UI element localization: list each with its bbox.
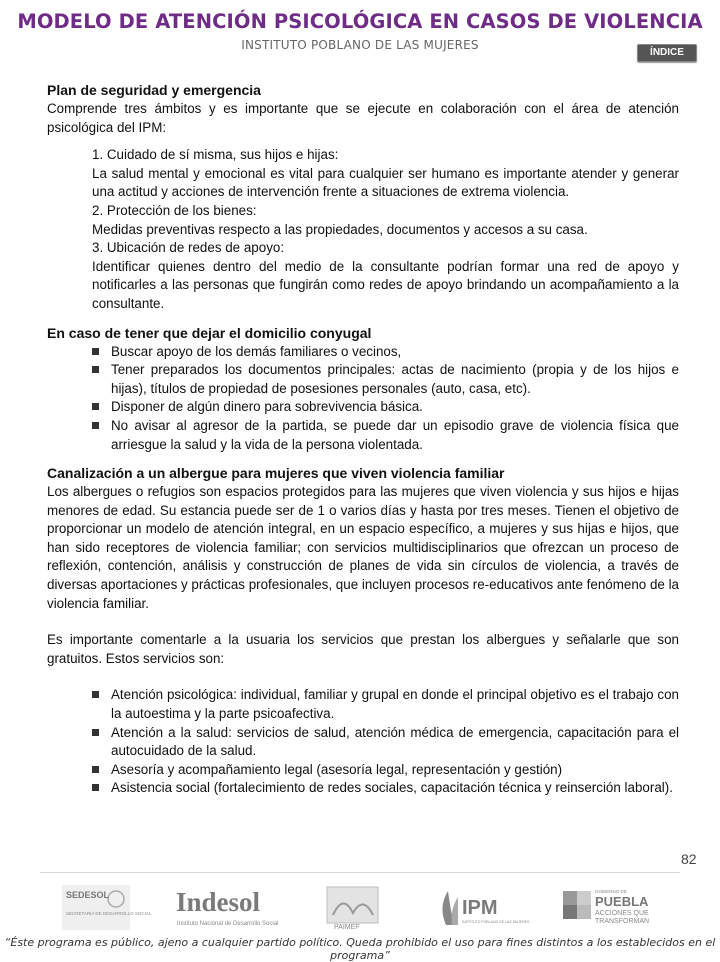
svg-text:GOBIERNO DE: GOBIERNO DE: [595, 889, 627, 894]
svg-text:Instituto Nacional de Desarrol: Instituto Nacional de Desarrollo Social: [177, 921, 279, 927]
leave-home-list: [47, 343, 679, 455]
document-subtitle: INSTITUTO POBLANO DE LAS MUJERES: [241, 38, 479, 52]
ipm-logo: [436, 885, 530, 930]
svg-text:PAIMEF: PAIMEF: [334, 924, 360, 931]
safety-plan-list: [47, 146, 679, 313]
plan-item-title: 2. Protección de los bienes:: [92, 202, 257, 218]
section-intro: Comprende tres ámbitos y es importante que se ejecute en colaboración con el área de atención psicológica del IPM:: [47, 101, 679, 135]
puebla-logo: [563, 885, 663, 930]
footer-divider: [40, 872, 680, 873]
index-button[interactable]: ÍNDICE: [637, 44, 697, 62]
plan-item-text: Medidas preventivas respecto a las propiedades, documentos y accesos a su casa.: [92, 221, 588, 237]
list-item: Atención psicológica: individual, familiar y grupal en donde el principal objetivo es el trabajo con la autoestima y la parte psicoafectiva.: [92, 686, 679, 723]
plan-item-title: 3. Ubicación de redes de apoyo:: [92, 240, 285, 256]
document-title: MODELO DE ATENCIÓN PSICOLÓGICA EN CASOS DE VIOLENCIA: [17, 10, 703, 33]
paimef-logo: [325, 885, 380, 930]
square-bullet-icon: [92, 729, 99, 736]
section-heading-shelter: Canalización a un albergue para mujeres que viven violencia familiar: [47, 465, 505, 482]
plan-item-text: Identificar quienes dentro del medio de la consultante podrían formar una red de apoyo y notificarles a las personas que fungirán como redes de apoyo brindando un acompañamiento a la consultante.: [92, 258, 679, 311]
svg-text:TRANSFORMAN: TRANSFORMAN: [595, 918, 650, 925]
list-item: Atención a la salud: servicios de salud, atención médica de emergencia, capacitación para el autocuidado de la salud.: [92, 724, 679, 761]
svg-text:INSTITUTO POBLANO DE LAS MUJER: INSTITUTO POBLANO DE LAS MUJERES: [462, 920, 530, 924]
square-bullet-icon: [92, 784, 99, 791]
list-item: No avisar al agresor de la partida, se puede dar un episodio grave de violencia física que arriesgue la salud y la vida de la persona violentada.: [92, 417, 679, 454]
square-bullet-icon: [92, 422, 99, 429]
svg-text:IPM: IPM: [462, 897, 498, 919]
svg-text:PUEBLA: PUEBLA: [595, 894, 649, 909]
list-item: Asesoría y acompañamiento legal (asesoría legal, representación y gestión): [92, 761, 679, 780]
plan-item-title: 1. Cuidado de sí misma, sus hijos e hijas:: [92, 147, 339, 163]
list-item: Disponer de algún dinero para sobrevivencia básica.: [92, 398, 679, 417]
square-bullet-icon: [92, 403, 99, 410]
square-bullet-icon: [92, 348, 99, 355]
list-item: Buscar apoyo de los demás familiares o vecinos,: [92, 343, 679, 362]
footer-logos: [0, 885, 720, 930]
shelter-services-list: [47, 686, 679, 798]
svg-text:ACCIONES QUE: ACCIONES QUE: [595, 910, 649, 917]
shelter-services-intro: Es importante comentarle a la usuaria los servicios que prestan los albergues y señalarle que son gratuitos. Estos servicios son:: [47, 632, 679, 666]
section-heading-leave-home: En caso de tener que dejar el domicilio conyugal: [47, 324, 372, 341]
list-item: Tener preparados los documentos principales: actas de nacimiento (propia y de los hijos e hijas), títulos de propiedad de posesiones personales (auto, casa, etc).: [92, 361, 679, 398]
footer-disclaimer: “Éste programa es público, ajeno a cualquier partido político. Queda prohibido el uso para fines distintos a los establecidos en el programa”: [4, 936, 716, 962]
list-item: Asistencia social (fortalecimiento de redes sociales, capacitación técnica y reinserción laboral).: [92, 779, 679, 798]
sedesol-logo: [62, 885, 152, 930]
square-bullet-icon: [92, 366, 99, 373]
indesol-logo: [174, 885, 294, 930]
svg-text:Indesol: Indesol: [176, 887, 261, 917]
plan-item-text: La salud mental y emocional es vital para cualquier ser humano es importante atender y generar una actitud y acciones de intervención frente a situaciones de extrema violencia.: [92, 165, 679, 200]
shelter-paragraph: Los albergues o refugios son espacios protegidos para las mujeres que viven violencia y sus hijos e hijas menores de edad. Su estancia puede ser de 1 o varios días y hasta por tres meses. Tienen el objetivo de proporcionar un modelo de atención integral, en un espacio específico, a mujeres y sus hijas e hijos, que han sido receptores de violencia familiar; con servicios multidisciplinarios que ofrezcan un proceso de reflexión, contención, análisis y construcción de planes de vida sin círculos de violencia, a través de diversas aportaciones y prácticas profesionales, que incluyen procesos re-educativos ante fenómeno de la violencia familiar.: [47, 484, 679, 611]
page-content: [47, 80, 679, 798]
svg-text:SECRETARÍA DE DESARROLLO SOCIA: SECRETARÍA DE DESARROLLO SOCIAL: [66, 911, 152, 916]
svg-text:SEDESOL: SEDESOL: [66, 890, 110, 900]
square-bullet-icon: [92, 766, 99, 773]
page-number: 82: [681, 851, 697, 867]
square-bullet-icon: [92, 691, 99, 698]
section-heading-safety-plan: Plan de seguridad y emergencia: [47, 82, 261, 98]
